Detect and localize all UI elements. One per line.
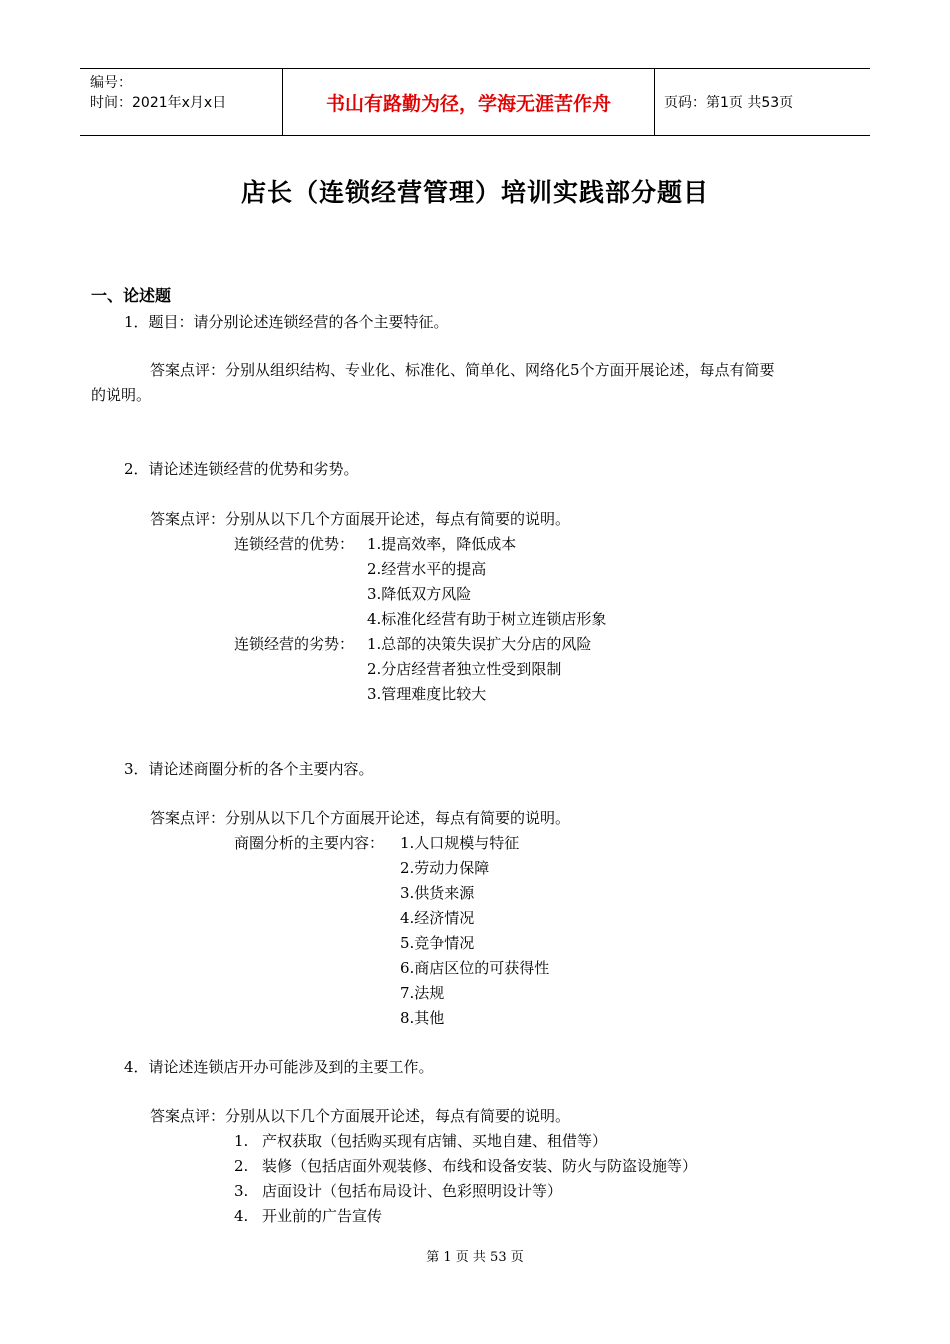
q2-advantage-item: 3.降低双方风险 bbox=[367, 585, 472, 603]
question-3: 3．请论述商圈分析的各个主要内容。 bbox=[124, 760, 374, 778]
question-4: 4．请论述连锁店开办可能涉及到的主要工作。 bbox=[124, 1058, 434, 1076]
q2-advantage-item: 2.经营水平的提高 bbox=[367, 560, 487, 578]
header-table bbox=[80, 68, 870, 136]
number-label: 编号： bbox=[90, 75, 132, 91]
answer-2: 答案点评：分别从以下几个方面展开论述，每点有简要的说明。 bbox=[150, 510, 571, 528]
page-code: 页码：第1页 共53页 bbox=[664, 95, 794, 111]
section-heading: 一、论述题 bbox=[91, 286, 172, 305]
q2-advantage-item: 4.标准化经营有助于树立连锁店形象 bbox=[367, 610, 607, 628]
q3-content-label: 商圈分析的主要内容： bbox=[234, 834, 385, 852]
question-1: 1．题目：请分别论述连锁经营的各个主要特征。 bbox=[124, 313, 449, 331]
document-title: 店长（连锁经营管理）培训实践部分题目 bbox=[240, 178, 709, 207]
q3-item: 1.人口规模与特征 bbox=[400, 834, 520, 852]
header-left-cell bbox=[80, 69, 282, 135]
answer-1-line-2: 的说明。 bbox=[91, 386, 152, 404]
q4-item-number: 4. bbox=[234, 1207, 249, 1225]
q2-disadvantage-item: 1.总部的决策失误扩大分店的风险 bbox=[367, 635, 592, 653]
q4-item-number: 2. bbox=[234, 1157, 249, 1175]
q4-item: 开业前的广告宣传 bbox=[262, 1207, 383, 1225]
motto: 书山有路勤为径，学海无涯苦作舟 bbox=[282, 69, 655, 135]
q2-disadvantage-item: 3.管理难度比较大 bbox=[367, 685, 487, 703]
q4-item: 产权获取（包括购买现有店铺、买地自建、租借等） bbox=[262, 1132, 608, 1150]
q2-disadvantage-item: 2.分店经营者独立性受到限制 bbox=[367, 660, 562, 678]
q3-item: 3.供货来源 bbox=[400, 884, 475, 902]
q3-item: 4.经济情况 bbox=[400, 909, 475, 927]
q3-item: 8.其他 bbox=[400, 1009, 445, 1027]
q4-item-number: 3. bbox=[234, 1182, 249, 1200]
answer-1-line-1: 答案点评：分别从组织结构、专业化、标准化、简单化、网络化5个方面开展论述，每点有简要 bbox=[150, 361, 775, 379]
q2-disadvantages-label: 连锁经营的劣势： bbox=[234, 635, 355, 653]
answer-3: 答案点评：分别从以下几个方面展开论述，每点有简要的说明。 bbox=[150, 809, 571, 827]
q4-item: 装修（包括店面外观装修、布线和设备安装、防火与防盗设施等） bbox=[262, 1157, 698, 1175]
q2-advantage-item: 1.提高效率，降低成本 bbox=[367, 535, 517, 553]
q4-item: 店面设计（包括布局设计、色彩照明设计等） bbox=[262, 1182, 563, 1200]
q2-advantages-label: 连锁经营的优势： bbox=[234, 535, 355, 553]
page-footer: 第 1 页 共 53 页 bbox=[426, 1250, 524, 1265]
time-label: 时间：2021年x月x日 bbox=[90, 95, 227, 111]
q3-item: 2.劳动力保障 bbox=[400, 859, 490, 877]
answer-4: 答案点评：分别从以下几个方面展开论述，每点有简要的说明。 bbox=[150, 1107, 571, 1125]
q3-item: 6.商店区位的可获得性 bbox=[400, 959, 550, 977]
q4-item-number: 1. bbox=[234, 1132, 249, 1150]
q3-item: 5.竞争情况 bbox=[400, 934, 475, 952]
question-2: 2．请论述连锁经营的优势和劣势。 bbox=[124, 460, 359, 478]
q3-item: 7.法规 bbox=[400, 984, 445, 1002]
